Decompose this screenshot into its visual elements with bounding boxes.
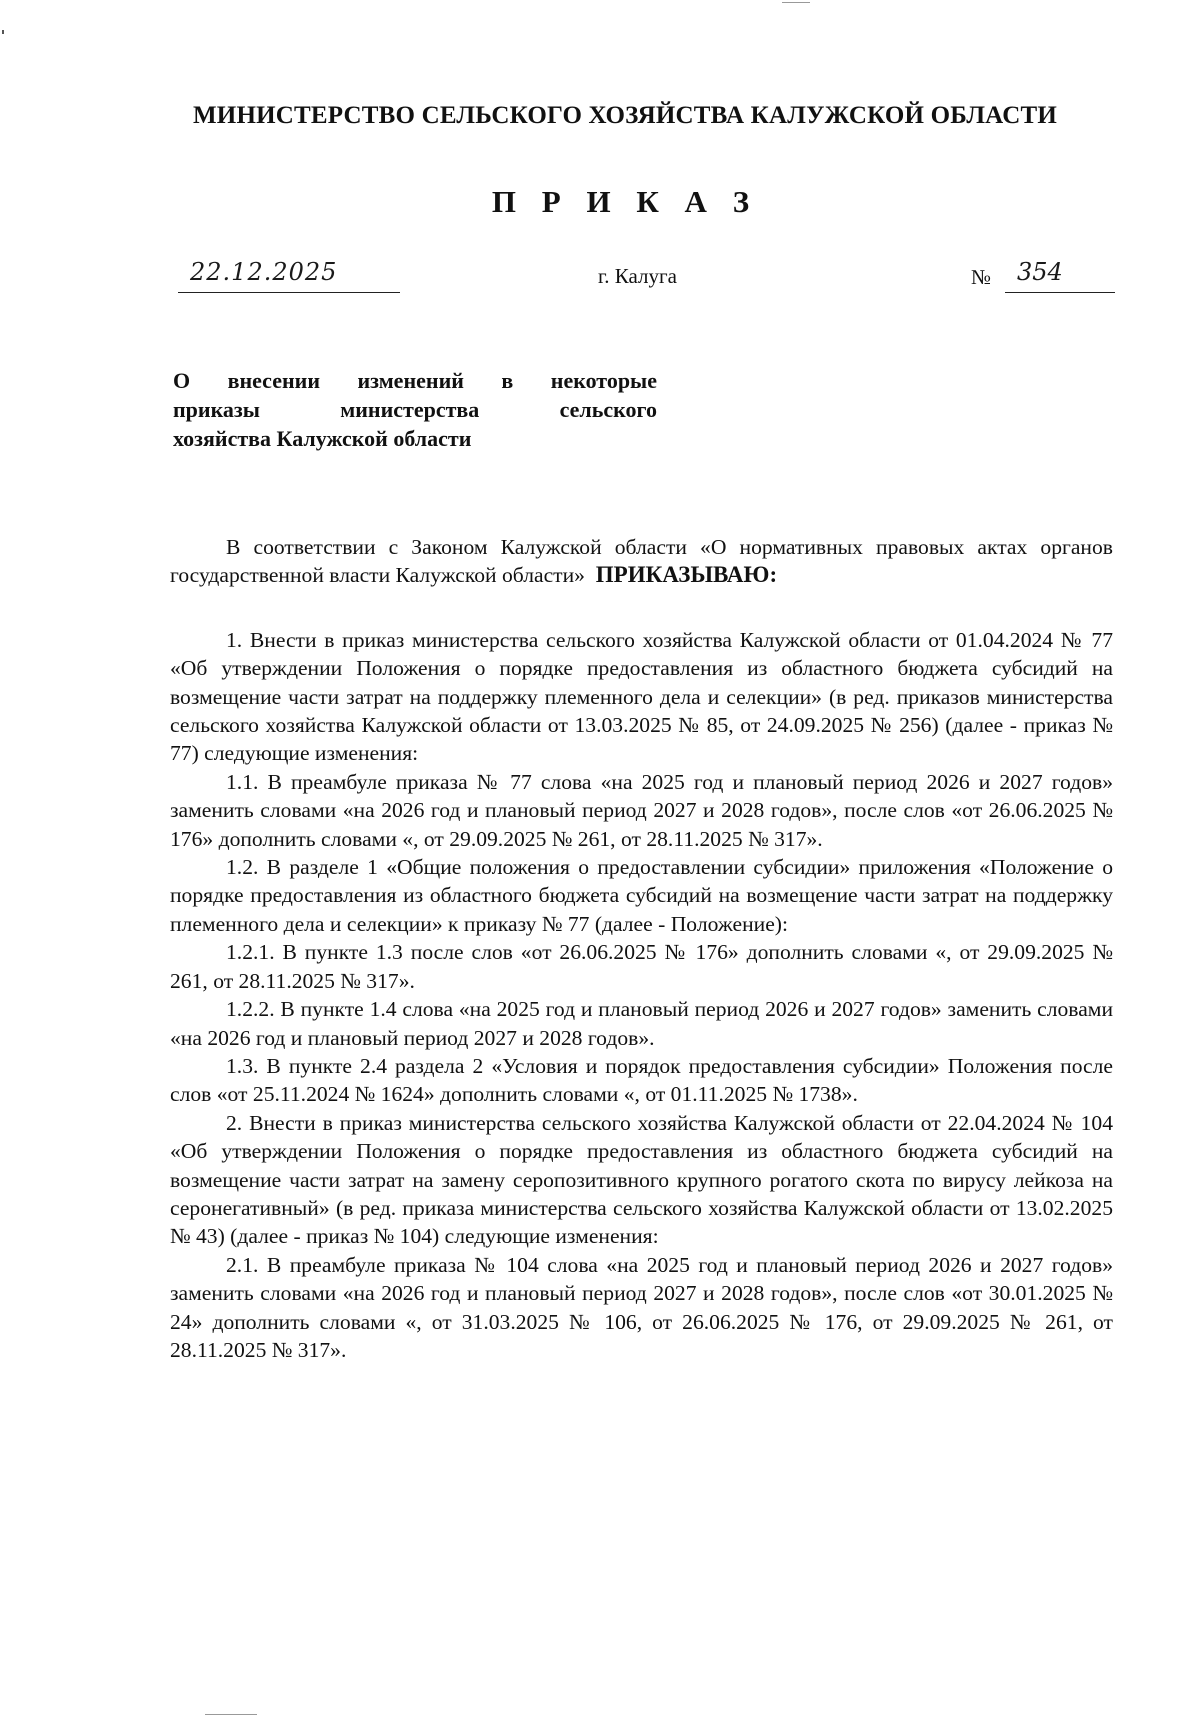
subject-line: О внесении изменений в некоторые [173, 368, 657, 393]
paragraph-2: 2. Внести в приказ министерства сельского хозяйства Калужской области от 22.04.2024 № 104 «Об утверждении Положения о порядке предоставления из областного бюджета субсидий на возмещение части затрат на замену серопозитивного крупного рогатого скота по вирусу лейкоза на серонегативный» (в ред. приказа министерства сельского хозяйства Калужской области от 13.02.2025 № 43) (далее - приказ № 104) следующие изменения: [170, 1110, 1113, 1249]
paragraph-1: 1. Внести в приказ министерства сельского хозяйства Калужской области от 01.04.2024 № 77 «Об утверждении Положения о порядке предоставления из областного бюджета субсидий на возмещение части затрат на поддержку племенного дела и селекции» (в ред. приказов министерства сельского хозяйства Калужской области от 13.03.2025 № 85, от 24.09.2025 № 256) (далее - приказ № 77) следующие изменения: [170, 627, 1113, 766]
scan-mark-top [782, 2, 810, 3]
paragraph-2-1: 2.1. В преамбуле приказа № 104 слова «на 2025 год и плановый период 2026 и 2027 годов» заменить словами «на 2026 год и плановый период 2027 и 2028 годов», после слов «от 30.01.2025 № 24» дополнить словами «, от 31.03.2025 № 106, от 26.06.2025 № 176, от 29.09.2025 № 261, от 28.11.2025 № 317». [170, 1252, 1113, 1362]
document-meta-row [178, 258, 1118, 302]
paragraph-1-3: 1.3. В пункте 2.4 раздела 2 «Условия и порядок предоставления субсидии» Положения после слов «от 25.11.2024 № 1624» дополнить словами «, от 01.11.2025 № 1738». [170, 1053, 1113, 1107]
number-field [1005, 258, 1115, 293]
number-value: 354 [1017, 258, 1063, 286]
preamble-paragraph [170, 533, 1113, 590]
preamble-text: В соответствии с Законом Калужской области «О нормативных правовых актах органов государственной власти Калужской области» [170, 535, 1113, 588]
subject-line: приказы министерства сельского [173, 397, 657, 422]
city-label: г. Калуга [598, 264, 677, 288]
order-command-colon: : [769, 562, 778, 588]
document-type-title: П Р И К А З [491, 184, 759, 219]
document-subject [173, 366, 657, 453]
ministry-name: МИНИСТЕРСТВО СЕЛЬСКОГО ХОЗЯЙСТВА КАЛУЖСКОЙ ОБЛАСТИ [193, 102, 1057, 129]
date-field [178, 258, 400, 293]
paragraph-1-2-1: 1.2.1. В пункте 1.3 после слов «от 26.06.2025 № 176» дополнить словами «, от 29.09.2025 № 261, от 28.11.2025 № 317». [170, 940, 1113, 993]
date-value: 22.12.2025 [190, 258, 338, 286]
subject-line: хозяйства Калужской области [173, 426, 472, 451]
scan-mark-bottom [205, 1714, 257, 1715]
order-command: ПРИКАЗЫВАЮ [595, 562, 770, 588]
scan-mark-left [2, 30, 4, 34]
paragraph-1-2: 1.2. В разделе 1 «Общие положения о предоставлении субсидии» приложения «Положение о порядке предоставления из областного бюджета субсидий на возмещение части затрат на поддержку племенного дела и селекции» к приказу № 77 (далее - Положение): [170, 855, 1113, 936]
paragraph-1-1: 1.1. В преамбуле приказа № 77 слова «на 2025 год и плановый период 2026 и 2027 годов» заменить словами «на 2026 год и плановый период 2027 и 2028 годов», после слов «от 26.06.2025 № 176» дополнить словами «, от 29.09.2025 № 261, от 28.11.2025 № 317». [170, 769, 1113, 851]
number-label: № [971, 265, 992, 289]
paragraph-1-2-2: 1.2.2. В пункте 1.4 слова «на 2025 год и плановый период 2026 и 2027 годов» заменить словами «на 2026 год и плановый период 2027 и 2028 годов». [170, 997, 1113, 1050]
document-body [170, 533, 1113, 1364]
